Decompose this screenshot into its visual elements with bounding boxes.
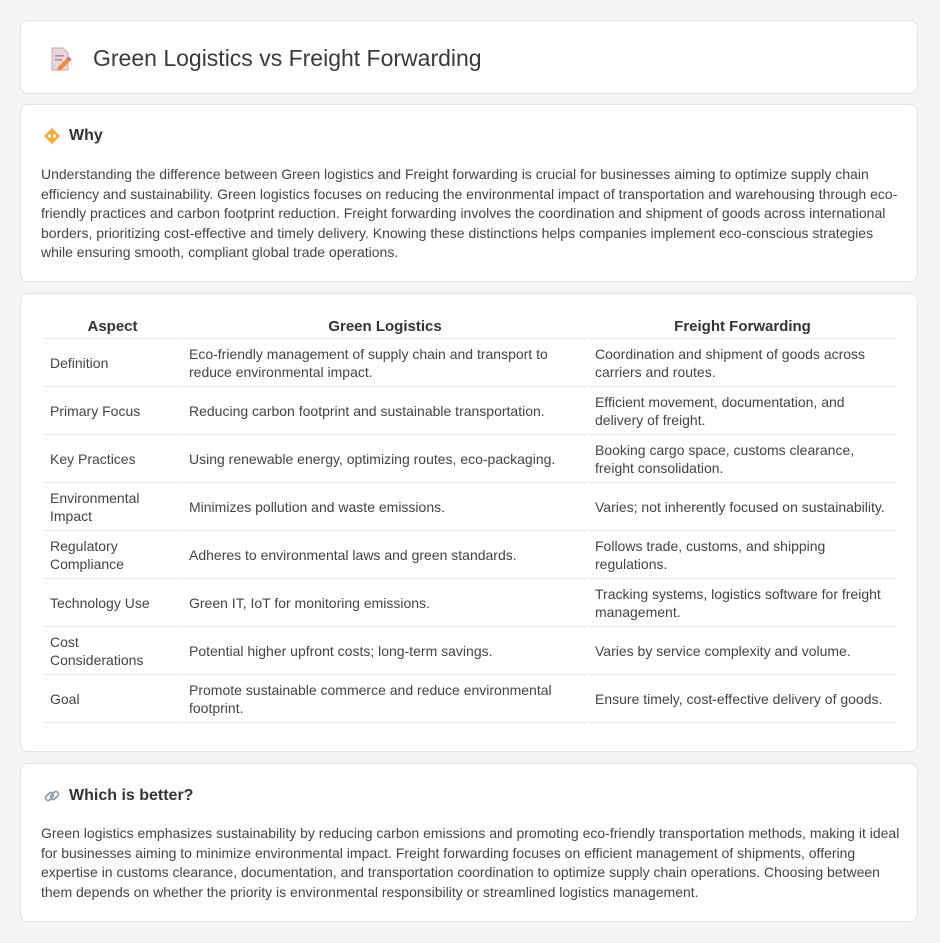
freight-cell: Booking cargo space, customs clearance, freight consolidation. bbox=[589, 435, 896, 483]
header-aspect: Aspect bbox=[44, 314, 181, 339]
table-row bbox=[44, 339, 896, 387]
aspect-cell: Goal bbox=[44, 675, 181, 723]
green-cell: Eco-friendly management of supply chain and transport to reduce environmental impact. bbox=[183, 339, 587, 387]
aspect-cell: Cost Considerations bbox=[44, 627, 181, 675]
freight-cell: Varies by service complexity and volume. bbox=[589, 627, 896, 675]
freight-cell: Follows trade, customs, and shipping regulations. bbox=[589, 531, 896, 579]
table-row bbox=[44, 627, 896, 675]
aspect-cell: Regulatory Compliance bbox=[44, 531, 181, 579]
table-row bbox=[44, 579, 896, 627]
green-cell: Potential higher upfront costs; long-term savings. bbox=[183, 627, 587, 675]
header-green-logistics: Green Logistics bbox=[183, 314, 587, 339]
table-header-row bbox=[44, 314, 896, 339]
header-freight-forwarding: Freight Forwarding bbox=[589, 314, 896, 339]
green-cell: Reducing carbon footprint and sustainable transportation. bbox=[183, 387, 587, 435]
table-row bbox=[44, 435, 896, 483]
which-is-better-title: Which is better? bbox=[69, 787, 194, 804]
table-row bbox=[44, 483, 896, 531]
freight-cell: Varies; not inherently focused on sustainability. bbox=[589, 483, 896, 531]
green-cell: Using renewable energy, optimizing routes, eco-packaging. bbox=[183, 435, 587, 483]
table-row bbox=[44, 531, 896, 579]
table-row bbox=[44, 675, 896, 723]
page-title: Green Logistics vs Freight Forwarding bbox=[93, 45, 482, 71]
why-title: Why bbox=[69, 127, 103, 144]
link-icon bbox=[43, 787, 61, 805]
title-card bbox=[20, 20, 918, 94]
aspect-cell: Key Practices bbox=[44, 435, 181, 483]
green-cell: Minimizes pollution and waste emissions. bbox=[183, 483, 587, 531]
document-pencil-icon bbox=[47, 46, 73, 72]
green-cell: Green IT, IoT for monitoring emissions. bbox=[183, 579, 587, 627]
green-cell: Promote sustainable commerce and reduce environmental footprint. bbox=[183, 675, 587, 723]
why-card bbox=[20, 104, 918, 282]
aspect-cell: Definition bbox=[44, 339, 181, 387]
which-is-better-card bbox=[20, 763, 918, 922]
green-cell: Adheres to environmental laws and green standards. bbox=[183, 531, 587, 579]
comparison-card bbox=[20, 293, 918, 752]
which-is-better-text: Green logistics emphasizes sustainability by reducing carbon emissions and promoting eco-friendly transportation methods, making it ideal for businesses aiming to minimize environmental impact. Freight forwarding focuses on efficient management of shipments, offering expertise in customs clearance, documentation, and transportation coordination to optimize supply chain operations. Choosing between them depends on whether the priority is environmental responsibility or streamlined logistics management. bbox=[41, 825, 900, 900]
aspect-cell: Technology Use bbox=[44, 579, 181, 627]
diamond-icon bbox=[43, 127, 61, 145]
aspect-cell: Primary Focus bbox=[44, 387, 181, 435]
comparison-table bbox=[42, 314, 898, 723]
freight-cell: Efficient movement, documentation, and delivery of freight. bbox=[589, 387, 896, 435]
table-row bbox=[44, 387, 896, 435]
aspect-cell: Environmental Impact bbox=[44, 483, 181, 531]
why-text: Understanding the difference between Green logistics and Freight forwarding is crucial for businesses aiming to optimize supply chain efficiency and sustainability. Green logistics focuses on reducing the environmental impact of transportation and warehousing through eco-friendly practices and carbon footprint reduction. Freight forwarding involves the coordination and shipment of goods across international borders, prioritizing cost-effective and timely delivery. Knowing these distinctions helps companies implement eco-conscious strategies while ensuring smooth, compliant global trade operations. bbox=[41, 166, 898, 260]
freight-cell: Coordination and shipment of goods across carriers and routes. bbox=[589, 339, 896, 387]
freight-cell: Tracking systems, logistics software for freight management. bbox=[589, 579, 896, 627]
freight-cell: Ensure timely, cost-effective delivery of goods. bbox=[589, 675, 896, 723]
